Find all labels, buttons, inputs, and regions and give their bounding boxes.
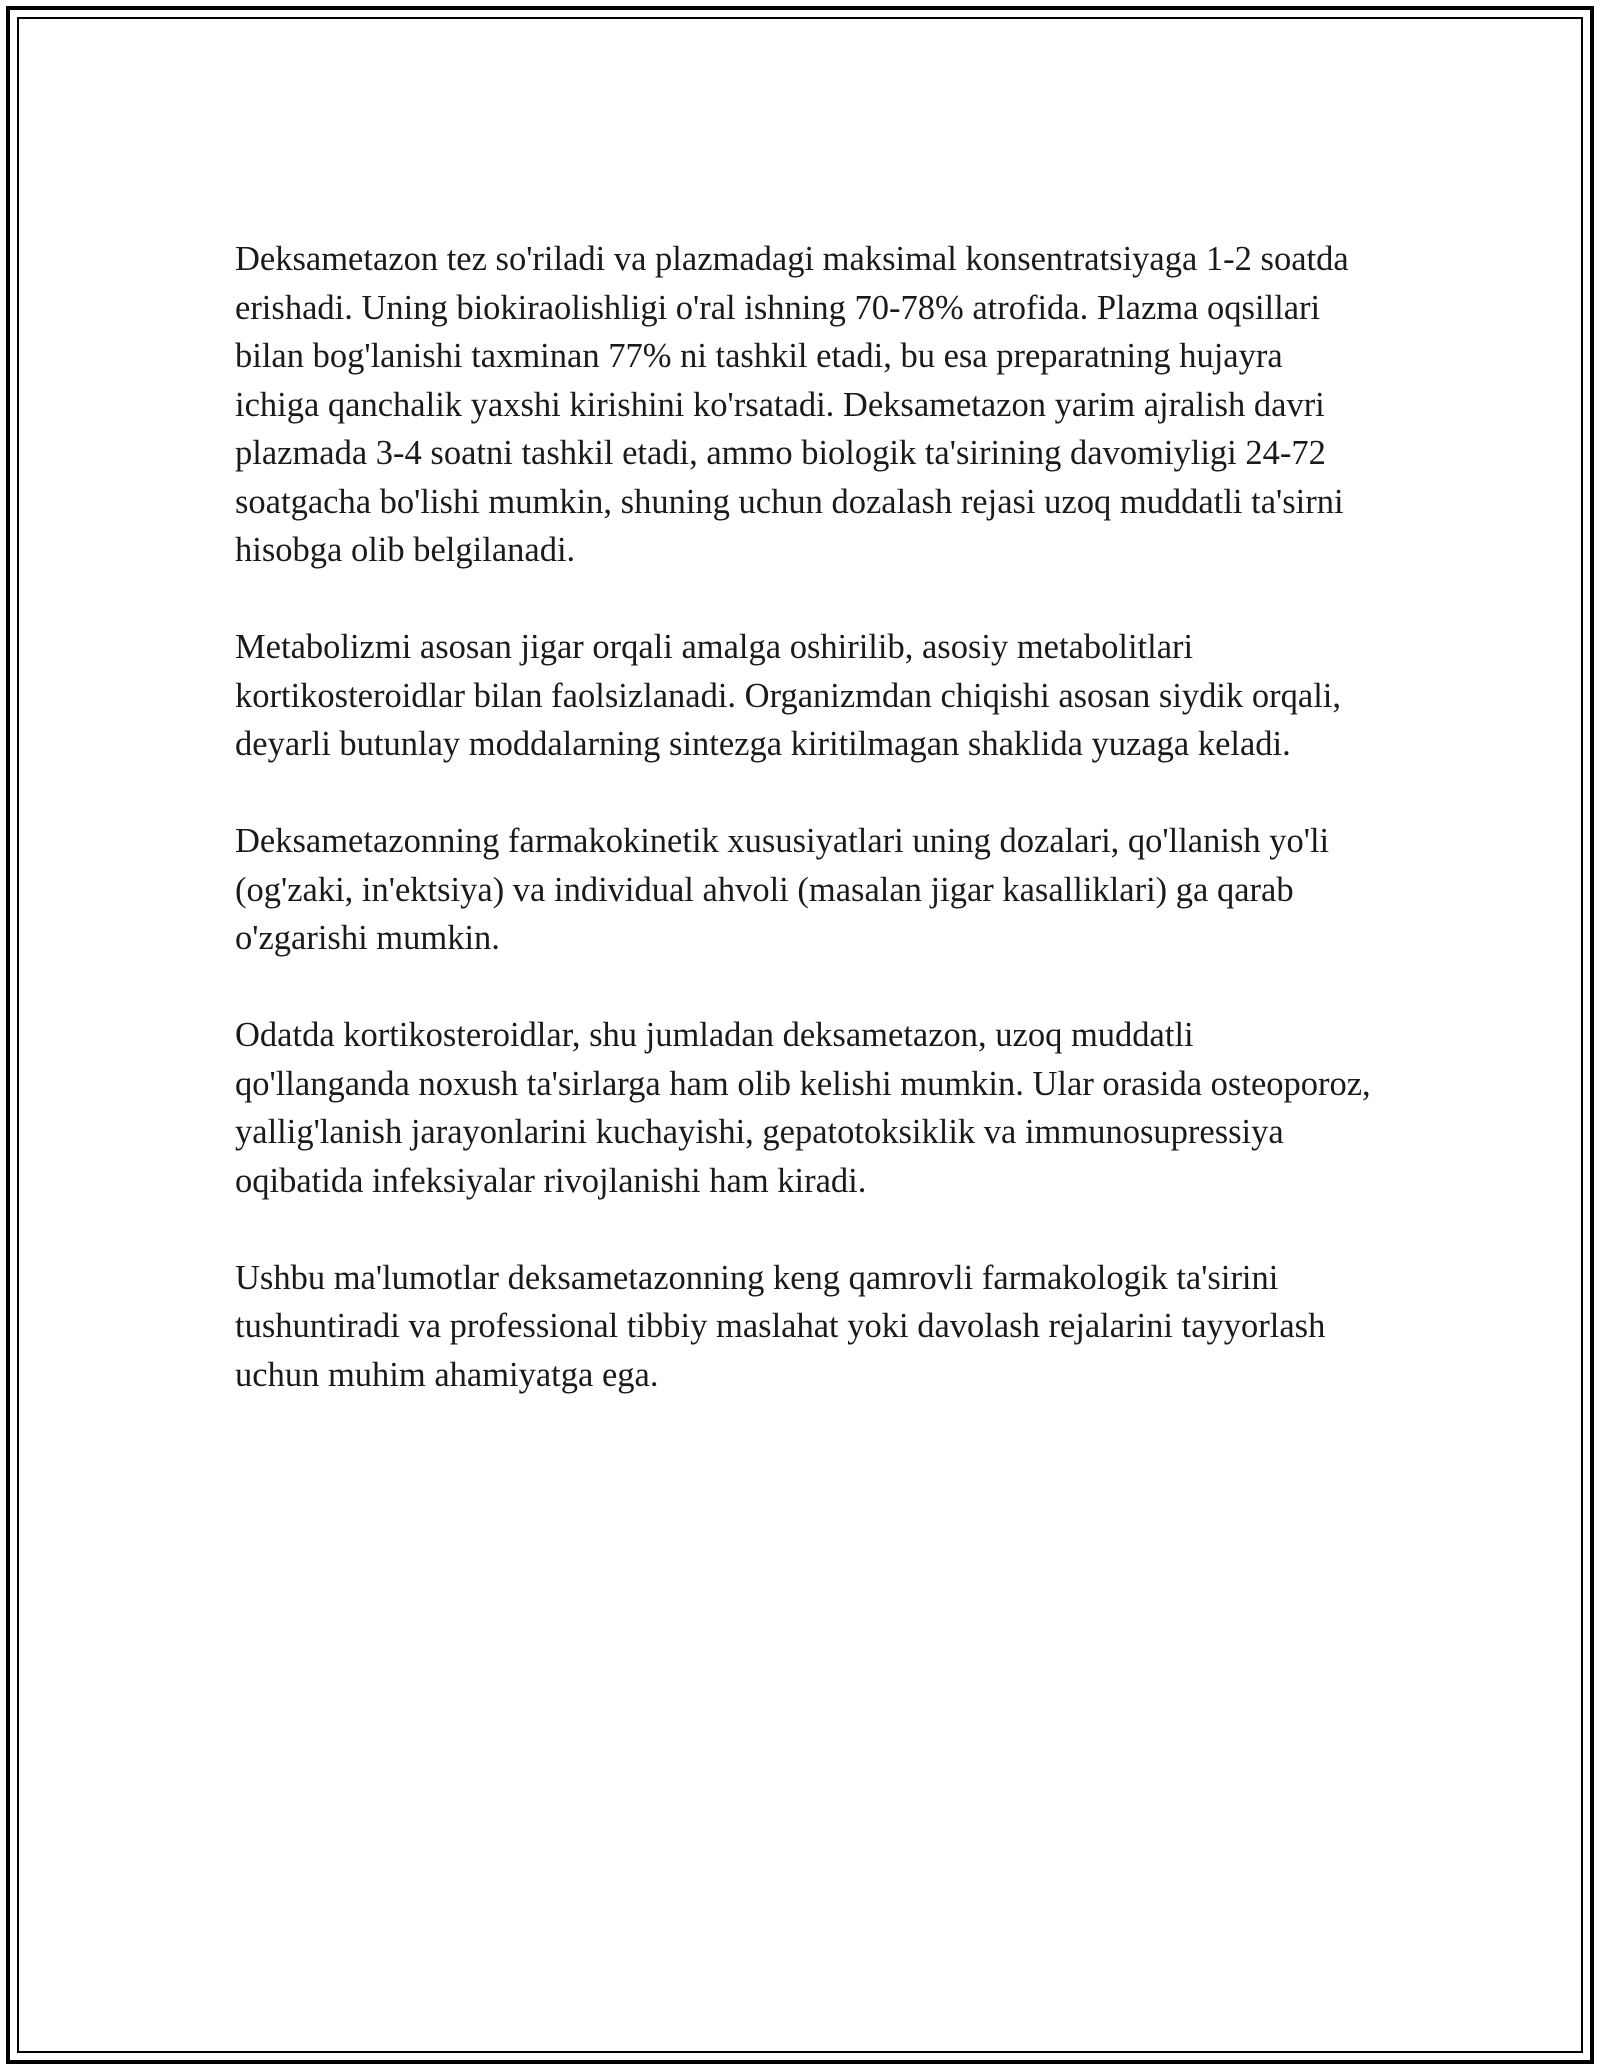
paragraph-conclusion: Ushbu ma'lumotlar deksametazonning keng qamrovli farmakologik ta'sirini tushuntiradi va professional tibbiy maslahat yoki davolash rejalarini tayyorlash uchun muhim ahamiyatga ega. <box>235 1258 1326 1394</box>
paragraph-variability: Deksametazonning farmakokinetik xususiyatlari uning dozalari, qo'llanish yo'li (og'zaki, in'ektsiya) va individual ahvoli (masalan jigar kasalliklari) ga qarab o'zgarishi mumkin. <box>235 822 1330 957</box>
document-body <box>235 235 1375 1399</box>
paragraph-side-effects: Odatda kortikosteroidlar, shu jumladan deksametazon, uzoq muddatli qo'llanganda noxush ta'sirlarga ham olib kelishi mumkin. Ular orasida osteoporoz, yallig'lanish jarayonlarini kuchayishi, gepatotoksiklik va immunosupressiya oqibatida infeksiyalar rivojlanishi ham kiradi. <box>235 1016 1371 1200</box>
paragraph-metabolism: Metabolizmi asosan jigar orqali amalga oshirilib, asosiy metabolitlari kortikosteroidlar bilan faolsizlanadi. Organizmdan chiqishi asosan siydik orqali, deyarli butunlay moddalarning sintezga kiritilmagan shaklida yuzaga keladi. <box>235 628 1341 763</box>
paragraph-pharmacokinetics: Deksametazon tez so'riladi va plazmadagi maksimal konsentratsiyaga 1-2 soatda erishadi. Uning biokiraolishligi o'ral ishning 70-78% atrofida. Plazma oqsillari bilan bog'lanishi taxminan 77% ni tashkil etadi, bu esa preparatning hujayra ichiga qanchalik yaxshi kirishini ko'rsatadi. Deksametazon yarim ajralish davri plazmada 3-4 soatni tashkil etadi, ammo biologik ta'sirining davomiyligi 24-72 soatgacha bo'lishi mumkin, shuning uchun dozalash rejasi uzoq muddatli ta'sirni hisobga olib belgilanadi. <box>235 240 1349 569</box>
